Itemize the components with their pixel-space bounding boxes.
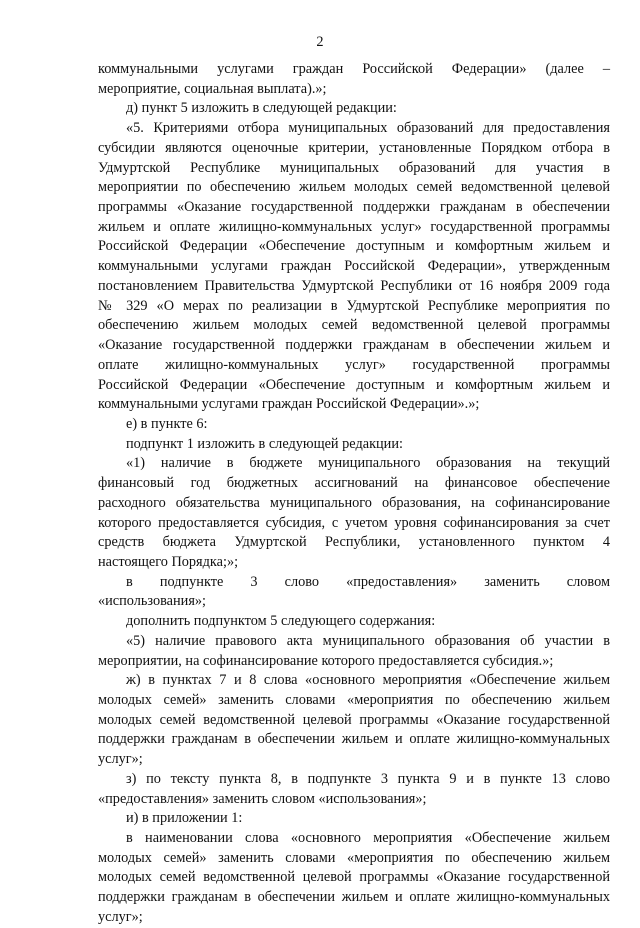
text-line: е) в пункте 6: — [126, 415, 208, 432]
text-line: поддержки гражданам в обеспечении жильем и оплате жилищно-коммунальных — [98, 889, 610, 906]
text-line: мероприятии, на софинансирование которого предоставляется субсидия.»; — [98, 652, 554, 669]
text-line: постановлением Правительства Удмуртской Республики от 16 ноября 2009 года — [98, 277, 610, 294]
text-line: Удмуртской Республике муниципальных образований для участия в — [98, 159, 610, 176]
text-line: коммунальными услугами граждан Российской Федерации».»; — [98, 396, 480, 413]
body-text — [98, 60, 610, 928]
text-line: д) пункт 5 изложить в следующей редакции: — [126, 100, 397, 117]
text-line: обеспечению жильем молодых семей ведомственной целевой программы — [98, 317, 610, 334]
text-line: коммунальными услугами граждан Российской Федерации» (далее – — [98, 61, 610, 77]
text-line: з) по тексту пункта 8, в подпункте 3 пункта 9 и в пункте 13 слово — [126, 770, 610, 787]
text-line: дополнить подпунктом 5 следующего содержания: — [126, 613, 436, 630]
text-line: Российской Федерации «Обеспечение доступным и комфортным жильем и — [98, 376, 610, 393]
text-line: и) в приложении 1: — [126, 810, 243, 827]
text-line: мероприятие, социальная выплата).»; — [98, 80, 327, 97]
text-line: «5) наличие правового акта муниципального образования об участии в — [126, 632, 610, 649]
text-line: мероприятии по обеспечению жильем молодых семей ведомственной целевой — [98, 179, 610, 196]
page-number: 2 — [316, 34, 324, 50]
text-line: жильем и оплате жилищно-коммунальных услуг» государственной программы — [98, 218, 610, 235]
text-line: оплате жилищно-коммунальных услуг» государственной программы — [98, 356, 610, 373]
text-line: «предоставления» заменить словом «использования»; — [98, 790, 427, 807]
text-line: молодых семей» заменить словами «мероприятия по обеспечению жильем — [98, 692, 610, 708]
text-line: «5. Критериями отбора муниципальных образований для предоставления — [126, 120, 610, 137]
text-line: молодых семей» заменить словами «мероприятия по обеспечению жильем — [98, 849, 610, 866]
text-line: субсидии являются оценочные критерии, установленные Порядком отбора в — [98, 139, 610, 156]
text-line: настоящего Порядка;»; — [98, 553, 239, 570]
text-line: молодых семей ведомственной целевой программы «Оказание государственной — [98, 711, 610, 728]
text-line: подпункт 1 изложить в следующей редакции: — [126, 435, 403, 452]
text-line: расходного обязательства муниципального образования, на софинансирование — [98, 494, 610, 511]
text-line: услуг»; — [98, 751, 143, 768]
text-line: «использования»; — [98, 593, 207, 610]
text-line: поддержки гражданам в обеспечении жильем и оплате жилищно-коммунальных — [98, 731, 610, 748]
text-line: Российской Федерации «Обеспечение доступным и комфортным жильем и — [98, 238, 610, 255]
text-line: средств бюджета Удмуртской Республики, установленного пунктом 4 — [98, 534, 610, 551]
text-line: «1) наличие в бюджете муниципального образования на текущий — [126, 455, 610, 472]
text-line: коммунальными услугами граждан Российской Федерации», утвержденным — [98, 258, 610, 275]
text-line: ж) в пунктах 7 и 8 слова «основного мероприятия «Обеспечение жильем — [126, 672, 610, 689]
text-line: в наименовании слова «основного мероприятия «Обеспечение жильем — [126, 830, 610, 847]
text-line: услуг»; — [98, 908, 143, 925]
text-line: молодых семей ведомственной целевой программы «Оказание государственной — [98, 869, 610, 886]
text-line: «Оказание государственной поддержки гражданам в обеспечении жильем и — [98, 337, 610, 354]
text-line: финансовый год бюджетных ассигнований на финансовое обеспечение — [98, 475, 610, 492]
text-line: которого предоставляется субсидия, с учетом уровня софинансирования за счет — [98, 514, 610, 531]
text-line: программы «Оказание государственной поддержки гражданам в обеспечении — [98, 199, 610, 216]
text-line: в подпункте 3 слово «предоставления» заменить словом — [126, 573, 610, 590]
text-line: № 329 «О мерах по реализации в Удмуртской Республике мероприятия по — [98, 297, 610, 314]
